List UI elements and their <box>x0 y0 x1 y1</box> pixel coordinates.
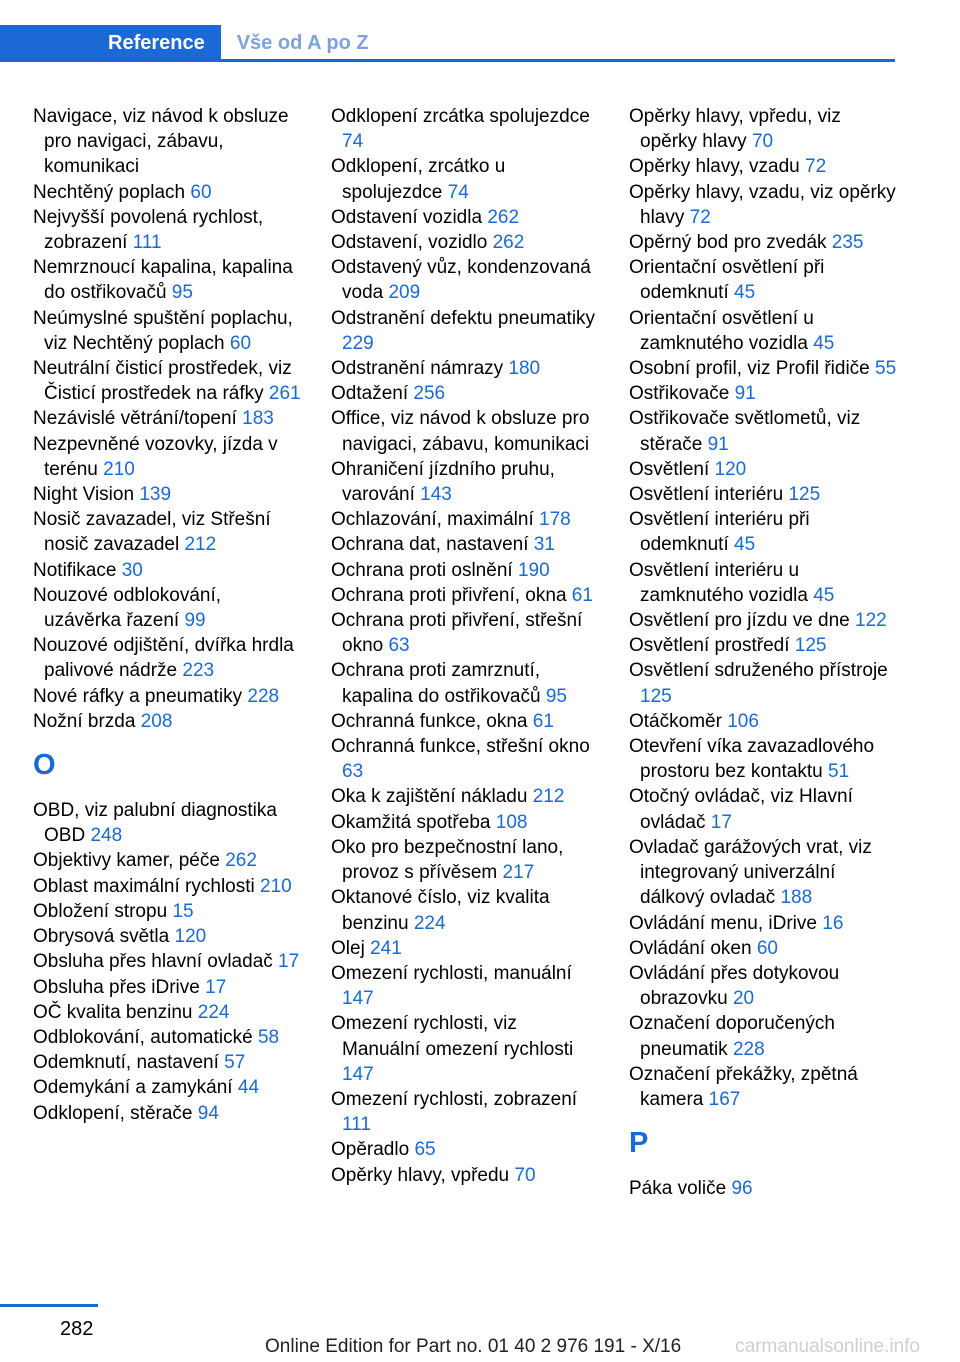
page-link[interactable]: 70 <box>751 131 774 153</box>
entry-term: Ochrana dat, nastavení <box>331 534 534 556</box>
entry-term: Ochlazování, maximální <box>331 509 540 531</box>
page-link[interactable]: 208 <box>140 710 173 732</box>
page-link[interactable]: 212 <box>184 534 217 556</box>
entry-term: Otočný ovládač, viz Hlavní ovládač <box>629 786 853 833</box>
page-link[interactable]: 180 <box>508 358 541 380</box>
index-entry <box>629 709 897 734</box>
page-link[interactable]: 228 <box>247 685 280 707</box>
index-column-3 <box>629 104 897 1201</box>
entry-term: Neutrální čisticí prostředek, viz Čisticí prostředek na ráfky <box>33 358 292 405</box>
entry-term: Ochrana proti oslnění <box>331 559 518 581</box>
page-link[interactable]: 15 <box>172 900 194 922</box>
page-link[interactable]: 65 <box>414 1139 436 1161</box>
page-link[interactable]: 20 <box>732 988 755 1010</box>
entry-term: Osvětlení interiéru <box>629 484 789 506</box>
index-entry <box>629 633 897 658</box>
page-link[interactable]: 143 <box>420 484 452 506</box>
index-entry <box>331 885 599 935</box>
index-entry <box>331 810 599 835</box>
page-link[interactable]: 262 <box>492 232 525 254</box>
index-entry <box>629 154 897 179</box>
index-entry <box>629 835 897 911</box>
page-link[interactable]: 45 <box>813 332 835 354</box>
entry-term: Ovládání oken <box>629 937 757 959</box>
page-link[interactable]: 120 <box>714 458 747 480</box>
index-entry <box>629 306 897 356</box>
index-entry <box>33 1101 301 1126</box>
page-link[interactable]: 256 <box>413 383 446 405</box>
index-entry <box>629 911 897 936</box>
entry-term: Orientační osvětlení při odemknutí <box>629 257 825 304</box>
entry-term: Nouzové odjištění, dvířka hrdla palivové nádrže <box>33 635 294 682</box>
entry-term: Orientační osvětlení u zamknutého vozidla <box>629 307 814 354</box>
index-entry <box>629 1011 897 1061</box>
page-link[interactable]: 70 <box>514 1164 536 1186</box>
index-entry <box>629 180 897 230</box>
page-link[interactable]: 241 <box>370 937 402 959</box>
index-entry <box>629 734 897 784</box>
index-entry <box>629 961 897 1011</box>
entry-term: Nezávislé větrání/topení <box>33 408 243 430</box>
entry-term: Označení doporučených pneumatik <box>629 1013 835 1060</box>
header-tabs <box>0 25 385 61</box>
entry-term: Obrysová světla <box>33 926 175 948</box>
index-entry <box>33 899 301 924</box>
index-entry <box>331 583 599 608</box>
page-link[interactable]: 125 <box>794 635 827 657</box>
entry-term: Otevření víka zavazadlového prostoru bez kontaktu <box>629 736 875 783</box>
entry-term: Ovladač garážových vrat, viz integrovaný univerzální dálkový ovladač <box>629 836 872 909</box>
index-entry <box>331 230 599 255</box>
index-entry <box>33 1025 301 1050</box>
index-entry <box>331 936 599 961</box>
page-link[interactable]: 183 <box>242 408 274 430</box>
index-entry <box>33 798 301 848</box>
index-entry <box>33 432 301 482</box>
entry-term: Oka k zajištění nákladu <box>331 786 533 808</box>
page-link[interactable]: 248 <box>90 825 123 847</box>
entry-term: Ochrana proti přivření, střešní okno <box>331 610 583 657</box>
entry-term: Oko pro bezpečnostní lano, provoz s přívěsem <box>331 836 564 884</box>
page-link[interactable]: 17 <box>205 976 227 998</box>
entry-term: Opěrky hlavy, vpředu <box>331 1164 515 1186</box>
page-link[interactable]: 111 <box>342 1114 371 1136</box>
index-entry <box>331 457 599 507</box>
entry-term: Odstranění námrazy <box>331 358 509 380</box>
index-entry <box>331 558 599 583</box>
entry-term: Odstavení, vozidlo <box>331 232 493 254</box>
page-link[interactable]: 57 <box>224 1052 246 1074</box>
index-entry <box>629 558 897 608</box>
entry-term: Odemykání a zamykání <box>33 1077 238 1099</box>
index-column-1 <box>33 104 301 1126</box>
page-link[interactable]: 61 <box>571 584 593 606</box>
index-entry <box>331 835 599 885</box>
entry-term: Nožní brzda <box>33 710 141 732</box>
entry-term: Ostřikovače <box>629 383 735 405</box>
index-entry <box>33 482 301 507</box>
entry-term: Osobní profil, viz Profil řidiče <box>629 358 876 380</box>
page-link[interactable]: 111 <box>132 232 162 254</box>
page-link[interactable]: 147 <box>342 988 374 1010</box>
page-link[interactable]: 74 <box>342 131 364 153</box>
entry-term: Páka voliče <box>629 1178 732 1200</box>
page-link[interactable]: 235 <box>831 232 864 254</box>
page-link[interactable]: 63 <box>342 761 364 783</box>
page-link[interactable]: 120 <box>174 926 207 948</box>
index-entry <box>33 848 301 873</box>
index-entry <box>629 356 897 381</box>
index-column-2 <box>331 104 599 1188</box>
entry-term: Odstavený vůz, kondenzovaná voda <box>331 257 591 304</box>
entry-term: Oblast maximální rychlosti <box>33 875 261 897</box>
page-number: 282 <box>60 1318 94 1340</box>
page-link[interactable]: 224 <box>413 912 446 934</box>
index-entry <box>33 205 301 255</box>
entry-term: Ochrana proti přivření, okna <box>331 584 572 606</box>
index-entry <box>33 709 301 734</box>
header-rule <box>0 59 895 62</box>
entry-term: Oktanové číslo, viz kvalita benzinu <box>331 887 550 934</box>
index-entry <box>33 255 301 305</box>
index-entry <box>331 154 599 204</box>
page-link[interactable]: 261 <box>268 383 301 405</box>
entry-term: Objektivy kamer, péče <box>33 850 226 872</box>
entry-term: Ochranná funkce, okna <box>331 710 533 732</box>
index-entry <box>331 104 599 154</box>
page-link[interactable]: 210 <box>103 458 135 480</box>
section-letter: O <box>33 749 56 782</box>
page-link[interactable]: 72 <box>689 206 711 228</box>
index-entry <box>331 658 599 708</box>
page-link[interactable]: 95 <box>171 282 193 304</box>
page-link[interactable]: 94 <box>197 1102 219 1124</box>
edition-text: Online Edition for Part no. 01 40 2 976 191 - X/16 <box>265 1336 682 1357</box>
entry-term: Obsluha přes iDrive <box>33 976 206 998</box>
index-entry <box>629 1176 897 1201</box>
page-link[interactable]: 125 <box>788 484 821 506</box>
page-link[interactable]: 108 <box>495 811 528 833</box>
page-link[interactable]: 60 <box>756 937 778 959</box>
entry-term: Nosič zavazadel, viz Střešní nosič zavazadel <box>33 509 271 556</box>
index-entry <box>629 381 897 406</box>
index-entry <box>331 205 599 230</box>
index-entry <box>629 457 897 482</box>
index-entry <box>331 1087 599 1137</box>
entry-term: Ovládání menu, iDrive <box>629 912 823 934</box>
entry-term: Notifikace <box>33 559 122 581</box>
index-entry <box>629 104 897 154</box>
page-link[interactable]: 74 <box>447 181 469 203</box>
index-entry <box>331 1137 599 1162</box>
page-link[interactable]: 210 <box>260 875 292 897</box>
entry-term: Obsluha přes hlavní ovladač <box>33 951 279 973</box>
page-link[interactable]: 45 <box>813 584 835 606</box>
index-entry <box>33 633 301 683</box>
page-link[interactable]: 45 <box>734 282 756 304</box>
page-link[interactable]: 91 <box>734 383 756 405</box>
page-link[interactable]: 228 <box>732 1038 765 1060</box>
page-link[interactable]: 31 <box>533 534 555 556</box>
index-entry <box>331 1163 599 1188</box>
index-entry <box>629 507 897 557</box>
entry-term: Osvětlení sdruženého přístroje <box>629 660 888 682</box>
page-link[interactable]: 122 <box>855 610 887 632</box>
page-link[interactable]: 44 <box>237 1077 260 1099</box>
index-entry <box>331 1011 599 1087</box>
entry-term: Odemknutí, nastavení <box>33 1052 225 1074</box>
section-letter: P <box>629 1127 649 1160</box>
tab-a-to-z[interactable]: Vše od A po Z <box>236 31 369 54</box>
entry-term: Nezpevněné vozovky, jízda v terénu <box>33 433 278 480</box>
index-entry <box>33 924 301 949</box>
tab-reference[interactable]: Reference <box>0 25 221 61</box>
index-entry <box>629 608 897 633</box>
entry-term: Opěradlo <box>331 1139 415 1161</box>
entry-term: Opěrky hlavy, vzadu <box>629 156 806 178</box>
index-entry <box>33 1075 301 1100</box>
page-link[interactable]: 139 <box>139 484 172 506</box>
entry-term: Odklopení, stěrače <box>33 1102 198 1124</box>
page-link[interactable]: 95 <box>545 685 567 707</box>
page-link[interactable]: 188 <box>780 887 813 909</box>
index-entry <box>33 507 301 557</box>
page-link[interactable]: 96 <box>731 1178 753 1200</box>
index-entry <box>33 306 301 356</box>
index-entry <box>33 684 301 709</box>
entry-term: Ohraničení jízdního pruhu, varování <box>331 458 555 506</box>
page-link[interactable]: 224 <box>197 1001 230 1023</box>
index-entry <box>331 709 599 734</box>
entry-term: Navigace, viz návod k obsluze pro navigaci, zábavu, komunikaci <box>33 106 289 178</box>
index-entry <box>33 180 301 205</box>
page-link[interactable]: 125 <box>640 685 672 707</box>
entry-term: Osvětlení prostředí <box>629 635 795 657</box>
entry-term: Nejvyšší povolená rychlost, zobrazení <box>33 206 264 254</box>
page-link[interactable]: 63 <box>388 635 410 657</box>
index-entry <box>33 406 301 431</box>
index-entry <box>33 583 301 633</box>
index-entry <box>331 255 599 305</box>
footer-rule <box>0 1304 98 1307</box>
index-entry <box>33 874 301 899</box>
entry-term: Osvětlení pro jízdu ve dne <box>629 610 856 632</box>
page-link[interactable]: 167 <box>708 1088 741 1110</box>
index-entry <box>629 784 897 834</box>
entry-term: Odstranění defektu pneumatiky <box>331 307 596 329</box>
entry-term: Nemrznoucí kapalina, kapalina do ostřikovačů <box>33 257 293 304</box>
entry-term: Ovládání přes dotykovou obrazovku <box>629 962 840 1010</box>
page-link[interactable]: 45 <box>734 534 756 556</box>
entry-term: Odstavení vozidla <box>331 206 488 228</box>
entry-term: Ochrana proti zamrznutí, kapalina do ostřikovačů <box>331 660 546 707</box>
page-link[interactable]: 72 <box>805 156 827 178</box>
page-link[interactable]: 61 <box>532 710 554 732</box>
page-link[interactable]: 147 <box>342 1063 374 1085</box>
entry-term: OBD, viz palubní diagnostika OBD <box>33 800 277 847</box>
index-entry <box>331 784 599 809</box>
page-link[interactable]: 229 <box>342 332 374 354</box>
entry-term: Odklopení zrcátka spolujezdce <box>331 106 590 127</box>
entry-term: OČ kvalita benzinu <box>33 1001 198 1023</box>
entry-term: Olej <box>331 937 371 959</box>
page-link[interactable]: 17 <box>278 951 300 973</box>
page-link[interactable]: 106 <box>727 710 759 732</box>
page-link[interactable]: 16 <box>822 912 844 934</box>
entry-term: Night Vision <box>33 484 140 506</box>
index-entry <box>331 356 599 381</box>
entry-term: Neúmyslné spuštění poplachu, viz Nechtěný poplach <box>33 307 293 354</box>
index-entry <box>331 381 599 406</box>
entry-term: Nové ráfky a pneumatiky <box>33 685 248 707</box>
page-link[interactable]: 60 <box>229 332 252 354</box>
entry-term: Omezení rychlosti, viz Manuální omezení rychlosti <box>331 1013 574 1060</box>
watermark: carmanualsonline.info <box>735 1336 920 1357</box>
index-entry <box>629 255 897 305</box>
entry-term: Omezení rychlosti, zobrazení <box>331 1088 578 1110</box>
entry-term: Odblokování, automatické <box>33 1026 258 1048</box>
entry-term: Obložení stropu <box>33 900 173 922</box>
page-link[interactable]: 30 <box>121 559 143 581</box>
index-entry <box>331 306 599 356</box>
index-entry <box>331 532 599 557</box>
index-entry <box>331 961 599 1011</box>
index-entry <box>629 1062 897 1112</box>
page-link[interactable]: 99 <box>184 610 206 632</box>
entry-term: Odtažení <box>331 383 414 405</box>
index-entry <box>33 949 301 974</box>
entry-term: Osvětlení interiéru při odemknutí <box>629 509 810 556</box>
index-entry <box>629 936 897 961</box>
index-entry <box>629 482 897 507</box>
entry-term: Ochranná funkce, střešní okno <box>331 736 590 758</box>
entry-term: Ostřikovače světlometů, viz stěrače <box>629 408 861 455</box>
entry-term: Office, viz návod k obsluze pro navigaci, zábavu, komunikaci <box>331 408 590 455</box>
entry-term: Omezení rychlosti, manuální <box>331 962 572 984</box>
entry-term: Nouzové odblokování, uzávěrka řazení <box>33 584 222 632</box>
entry-term: Otáčkoměr <box>629 710 728 732</box>
page-link[interactable]: 58 <box>257 1026 280 1048</box>
page-link[interactable]: 262 <box>487 206 520 228</box>
index-entry <box>629 658 897 708</box>
page-link[interactable]: 51 <box>828 761 850 783</box>
index-entry <box>33 104 301 180</box>
page-link[interactable]: 178 <box>539 509 571 531</box>
index-entry <box>331 608 599 658</box>
index-entry <box>331 507 599 532</box>
index-entry <box>33 975 301 1000</box>
page-link[interactable]: 60 <box>190 181 212 203</box>
index-entry <box>629 406 897 456</box>
index-entry <box>33 558 301 583</box>
entry-term: Opěrky hlavy, vpředu, viz opěrky hlavy <box>629 106 841 153</box>
page-link[interactable]: 223 <box>182 660 215 682</box>
page-link[interactable]: 91 <box>707 433 729 455</box>
page-link[interactable]: 217 <box>502 862 535 884</box>
entry-term: Osvětlení interiéru u zamknutého vozidla <box>629 559 814 606</box>
index-entry <box>33 1000 301 1025</box>
entry-term: Osvětlení <box>629 458 715 480</box>
page-link[interactable]: 55 <box>875 358 897 380</box>
page-link[interactable]: 262 <box>225 850 257 872</box>
index-entry <box>33 1050 301 1075</box>
page-link[interactable]: 212 <box>532 786 565 808</box>
page-link[interactable]: 209 <box>388 282 421 304</box>
index-entry <box>629 230 897 255</box>
index-entry <box>331 406 599 456</box>
entry-term: Nechtěný poplach <box>33 181 191 203</box>
index-entry <box>33 356 301 406</box>
index-entry <box>331 734 599 784</box>
entry-term: Opěrný bod pro zvedák <box>629 232 832 254</box>
page-link[interactable]: 17 <box>710 811 732 833</box>
entry-term: Označení překážky, zpětná kamera <box>629 1063 858 1110</box>
entry-term: Opěrky hlavy, vzadu, viz opěrky hlavy <box>629 181 896 228</box>
page-link[interactable]: 190 <box>517 559 550 581</box>
entry-term: Odklopení, zrcátko u spolujezdce <box>331 156 506 203</box>
entry-term: Okamžitá spotřeba <box>331 811 496 833</box>
